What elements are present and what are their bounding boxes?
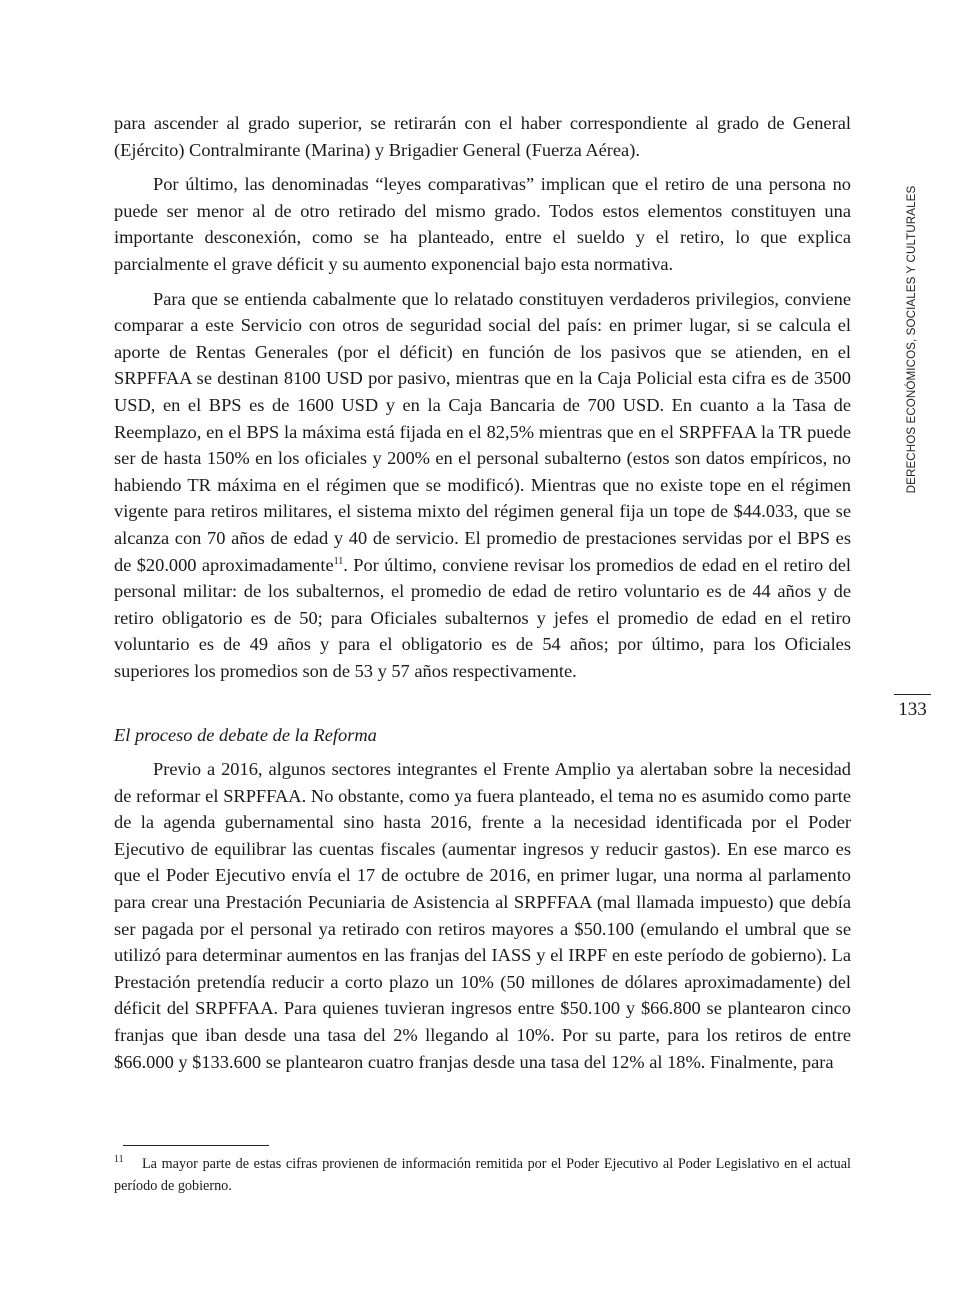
section-heading: El proceso de debate de la Reforma: [114, 725, 377, 746]
running-head-text: DERECHOS ECONÓMICOS, SOCIALES Y CULTURALES: [905, 185, 918, 494]
footnote-divider: [123, 1145, 269, 1146]
paragraph-3: [114, 286, 851, 685]
page-number: 133: [898, 699, 927, 720]
paragraph-3-part-a: Para que se entienda cabalmente que lo relatado constituyen verdaderos privilegios, conviene comparar a este Servicio con otros de seguridad social del país: en primer lugar, si se calcula el aporte de Rentas Generales (por el déficit) en función de los pasivos que se atienden, en el SRPFFAA se destinan 8100 USD por pasivo, mientras que en la Caja Policial esta cifra es de 3500 USD, en el BPS es de 1600 USD y en la Caja Bancaria de 700 USD. En cuanto a la Tasa de Reemplazo, en el BPS la máxima está fijada en el 82,5% mientras que en el SRPFFAA la TR puede ser de hasta 150% en los oficiales y 200% en el personal subalterno (estos son datos empíricos, no habiendo TR máxima en el régimen que se modificó). Mientras que no existe tope en el régimen vigente para retiros militares, el sistema mixto del régimen general fija un tope de $44.033, que se alcanza con 70 años de edad y 40 de servicio. El promedio de prestaciones servidas por el BPS es de $20.000 aproximadamente: [114, 288, 851, 575]
footnote-text: La mayor parte de estas cifras provienen de información remitida por el Poder Ejecutivo al Poder Legislativo en el actual período de gobierno.: [114, 1156, 851, 1194]
paragraph-3-part-b: . Por último, conviene revisar los promedios de edad en el retiro del personal militar: de los subalternos, el promedio de edad de retiro voluntario es de 44 años y de retiro obligatorio es de 50; para Oficiales subalternos y jefes el promedio de edad en el retiro voluntario es de 49 años y para el obligatorio es de 54 años; por último, para los Oficiales superiores los promedios son de 53 y 57 años respectivamente.: [114, 554, 851, 681]
paragraph-1: para ascender al grado superior, se retirarán con el haber correspondiente al grado de General (Ejército) Contralmirante (Marina) y Brigadier General (Fuerza Aérea).: [114, 113, 851, 160]
paragraph-4: Previo a 2016, algunos sectores integrantes el Frente Amplio ya alertaban sobre la necesidad de reformar el SRPFFAA. No obstante, como ya fuera planteado, el tema no es asumido como parte de la agenda gubernamental sino hasta 2016, frente a la necesidad identificada por el Poder Ejecutivo de equilibrar las cuentas fiscales (aumentar ingresos y reducir gastos). En ese marco es que el Poder Ejecutivo envía el 17 de octubre de 2016, en primer lugar, una norma al parlamento para crear una Prestación Pecuniaria de Asistencia al SRPFFAA (mal llamada impuesto) que debía ser pagada por el personal ya retirado con retiros mayores a $50.100 (emulando el umbral que se utilizó para determinar aumentos en las franjas del IASS y el IRPF en este período de gobierno). La Prestación pretendía reducir a corto plazo un 10% (50 millones de dólares aproximadamente) del déficit del SRPFFAA. Para quienes tuvieran ingresos entre $50.100 y $66.800 se plantearon cinco franjas que iban desde una tasa del 2% llegando al 10%. Por su parte, para los retiros de entre $66.000 y $133.600 se plantearon cuatro franjas desde una tasa del 12% al 18%. Finalmente, para: [114, 759, 851, 1072]
body-text: [114, 110, 851, 1083]
page-number-rule: [894, 694, 931, 695]
footnote-reference[interactable]: 11: [333, 555, 344, 567]
running-head: [905, 185, 925, 510]
footnote: 11 La mayor parte de estas cifras provienen de información remitida por el Poder Ejecutivo al Poder Legislativo en el actual período de gobierno.: [114, 1154, 851, 1194]
paragraph-2: Por último, las denominadas “leyes comparativas” implican que el retiro de una persona no puede ser menor al de otro retirado del mismo grado. Todos estos elementos constituyen una importante desconexión, como se ha planteado, entre el sueldo y el retiro, lo que explica parcialmente el grave déficit y su aumento exponencial bajo esta normativa.: [114, 174, 851, 274]
